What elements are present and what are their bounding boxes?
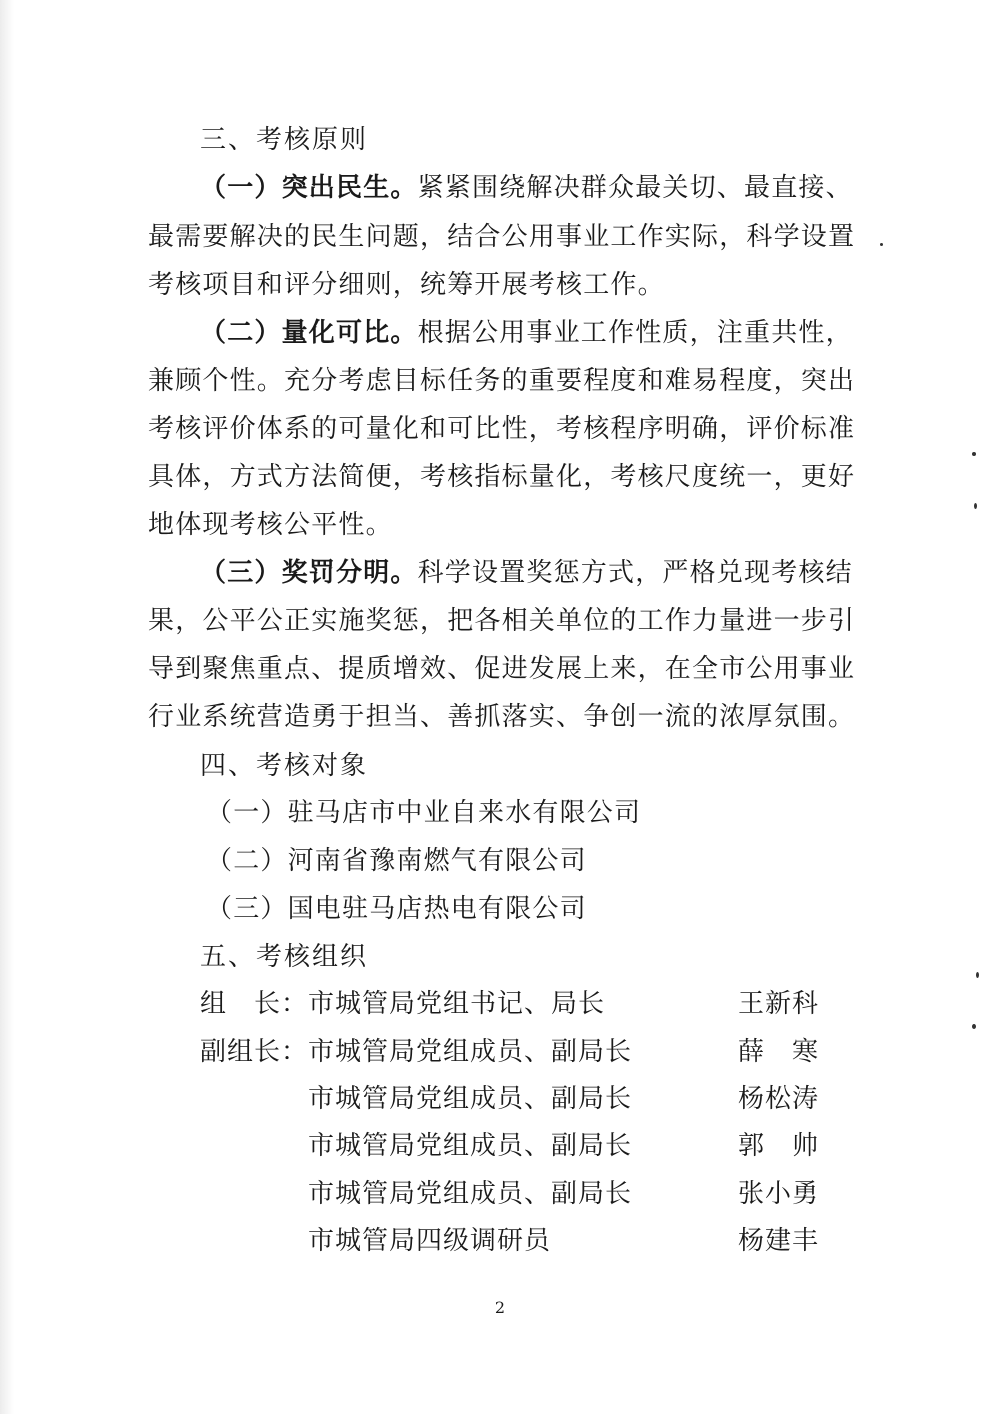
scan-speck xyxy=(972,1024,976,1029)
assessment-target: （二）河南省豫南燃气有限公司 xyxy=(206,846,587,876)
deputy-role: 市城管局党组成员、副局长 xyxy=(308,1084,633,1114)
deputy-name: 杨松涛 xyxy=(738,1084,820,1114)
section-4-heading: 四、考核对象 xyxy=(200,751,369,781)
page-number: 2 xyxy=(494,1298,506,1317)
deputy-role: 市城管局党组成员、副局长 xyxy=(308,1037,633,1067)
principle-3-line: 果，公平公正实施奖惩，把各相关单位的工作力量进一步引 xyxy=(148,606,856,636)
principle-2-line: 具体，方式方法简便，考核指标量化，考核尺度统一，更好 xyxy=(148,462,856,492)
principle-2-text: 根据公用事业工作性质，注重共性， xyxy=(417,318,853,348)
principle-3-line: 行业系统营造勇于担当、善抓落实、争创一流的浓厚氛围。 xyxy=(148,702,856,732)
principle-2-line: 地体现考核公平性。 xyxy=(148,510,393,540)
deputy-name: 薛 寒 xyxy=(738,1037,820,1067)
deputy-role: 市城管局党组成员、副局长 xyxy=(308,1179,633,1209)
principle-3-first-line xyxy=(200,557,900,589)
principle-3-title: （三）奖罚分明。 xyxy=(200,558,418,588)
deputy-label: 副组长： xyxy=(200,1037,309,1067)
principle-1-title: （一）突出民生。 xyxy=(200,173,418,203)
principle-2-title: （二）量化可比。 xyxy=(200,318,418,348)
deputy-name: 杨建丰 xyxy=(738,1226,820,1256)
scan-speck xyxy=(974,503,977,509)
leader-role: 市城管局党组书记、局长 xyxy=(308,989,606,1019)
principle-3-line: 导到聚焦重点、提质增效、促进发展上来，在全市公用事业 xyxy=(148,654,856,684)
leader-label: 组 长： xyxy=(200,989,309,1019)
scan-edge-shadow xyxy=(0,0,14,1414)
principle-1-text: 紧紧围绕解决群众最关切、最直接、 xyxy=(417,173,853,203)
assessment-target: （一）驻马店市中业自来水有限公司 xyxy=(206,798,642,828)
principle-2-line: 兼顾个性。充分考虑目标任务的重要程度和难易程度，突出 xyxy=(148,366,856,396)
principle-2-first-line xyxy=(200,317,900,349)
scan-speck xyxy=(976,972,979,978)
principle-1-first-line xyxy=(200,172,900,204)
scan-speck xyxy=(972,452,976,456)
principle-3-text: 科学设置奖惩方式，严格兑现考核结 xyxy=(417,558,853,588)
scan-speck xyxy=(880,243,883,246)
deputy-name: 张小勇 xyxy=(738,1179,820,1209)
deputy-role: 市城管局党组成员、副局长 xyxy=(308,1131,633,1161)
deputy-name: 郭 帅 xyxy=(738,1131,820,1161)
assessment-target: （三）国电驻马店热电有限公司 xyxy=(206,894,587,924)
principle-2-line: 考核评价体系的可量化和可比性，考核程序明确，评价标准 xyxy=(148,414,856,444)
principle-1-line: 最需要解决的民生问题，结合公用事业工作实际，科学设置 xyxy=(148,222,856,252)
deputy-role: 市城管局四级调研员 xyxy=(308,1226,552,1256)
section-5-heading: 五、考核组织 xyxy=(200,942,369,972)
section-3-heading: 三、考核原则 xyxy=(200,125,369,155)
principle-1-line: 考核项目和评分细则，统筹开展考核工作。 xyxy=(148,270,665,300)
leader-name: 王新科 xyxy=(738,989,820,1019)
